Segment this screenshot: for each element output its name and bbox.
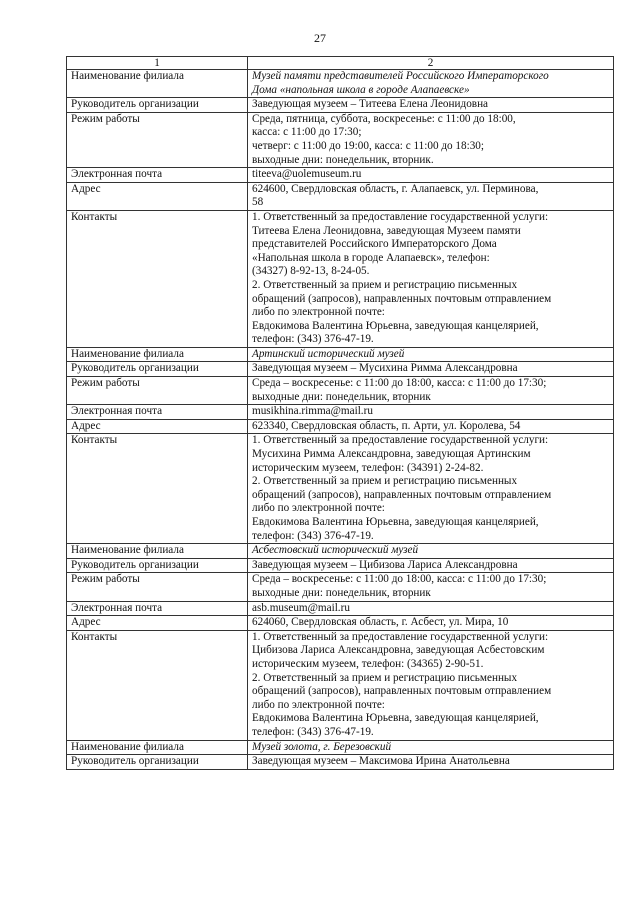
row-label: Электронная почта <box>67 168 248 183</box>
value-line: обращений (запросов), направленных почтовым отправлением <box>252 685 552 698</box>
table-row <box>67 434 614 544</box>
table-row <box>67 558 614 573</box>
table-row <box>67 601 614 616</box>
row-label: Руководитель организации <box>67 98 248 113</box>
table-row <box>67 405 614 420</box>
column-header-1: 1 <box>67 57 248 70</box>
value-line: Среда – воскресенье: с 11:00 до 18:00, касса: с 11:00 до 17:30; <box>252 377 547 390</box>
row-value <box>248 616 614 631</box>
row-label: Наименование филиала <box>67 70 248 98</box>
value-line: 2. Ответственный за прием и регистрацию письменных <box>252 475 518 488</box>
value-line: 1. Ответственный за предоставление государственной услуги: <box>252 210 549 223</box>
row-label: Руководитель организации <box>67 755 248 770</box>
value-line: четверг: с 11:00 до 19:00, касса: с 11:00 до 18:30; <box>252 139 485 152</box>
table-row <box>67 347 614 362</box>
row-value <box>248 419 614 434</box>
value-line: телефон: (343) 376-47-19. <box>252 725 374 738</box>
row-value <box>248 573 614 601</box>
value-line: Среда – воскресенье: с 11:00 до 18:00, касса: с 11:00 до 17:30; <box>252 573 547 586</box>
row-label: Электронная почта <box>67 405 248 420</box>
table-row <box>67 630 614 740</box>
table-header-row <box>67 57 614 70</box>
value-line: выходные дни: понедельник, вторник. <box>252 153 434 166</box>
row-value <box>248 377 614 405</box>
value-line: обращений (запросов), направленных почтовым отправлением <box>252 292 552 305</box>
row-label: Адрес <box>67 616 248 631</box>
row-label: Руководитель организации <box>67 362 248 377</box>
table-row <box>67 362 614 377</box>
value-line: Асбестовский исторический музей <box>252 544 419 557</box>
row-value <box>248 544 614 559</box>
value-line: телефон: (343) 376-47-19. <box>252 529 374 542</box>
value-line: либо по электронной почте: <box>252 502 385 515</box>
row-label: Режим работы <box>67 112 248 167</box>
value-line: Евдокимова Валентина Юрьевна, заведующая канцелярией, <box>252 712 539 725</box>
table-row <box>67 210 614 347</box>
row-value <box>248 405 614 420</box>
value-line: Мусихина Римма Александровна, заведующая Артинским <box>252 448 531 461</box>
table-row <box>67 740 614 755</box>
row-label: Электронная почта <box>67 601 248 616</box>
value-line: Евдокимова Валентина Юрьевна, заведующая канцелярией, <box>252 319 539 332</box>
value-line: Заведующая музеем – Максимова Ирина Анатольевна <box>252 755 510 768</box>
row-value <box>248 755 614 770</box>
table-row <box>67 616 614 631</box>
value-line: историческим музеем, телефон: (34391) 2-24-82. <box>252 461 484 474</box>
value-line: Артинский исторический музей <box>252 347 405 360</box>
value-line: либо по электронной почте: <box>252 306 385 319</box>
row-label: Контакты <box>67 210 248 347</box>
row-label: Наименование филиала <box>67 544 248 559</box>
value-line: asb.museum@mail.ru <box>252 601 350 614</box>
value-line: 58 <box>252 196 264 209</box>
table-row <box>67 377 614 405</box>
table-row <box>67 419 614 434</box>
table-row <box>67 112 614 167</box>
value-line: Титеева Елена Леонидовна, заведующая Музеем памяти <box>252 224 521 237</box>
value-line: 1. Ответственный за предоставление государственной услуги: <box>252 434 549 447</box>
row-value <box>248 168 614 183</box>
value-line: обращений (запросов), направленных почтовым отправлением <box>252 488 552 501</box>
value-line: musikhina.rimma@mail.ru <box>252 405 373 418</box>
row-value <box>248 112 614 167</box>
table-row <box>67 182 614 210</box>
column-header-2: 2 <box>248 57 614 70</box>
table-row <box>67 70 614 98</box>
row-value <box>248 558 614 573</box>
value-line: телефон: (343) 376-47-19. <box>252 333 374 346</box>
value-line: Евдокимова Валентина Юрьевна, заведующая канцелярией, <box>252 516 539 528</box>
row-value <box>248 347 614 362</box>
row-value <box>248 630 614 740</box>
row-value <box>248 434 614 544</box>
value-line: выходные дни: понедельник, вторник <box>252 390 431 403</box>
value-line: «Напольная школа в городе Алапаевск», телефон: <box>252 251 490 264</box>
value-line: Музей золота, г. Березовский <box>252 740 392 753</box>
row-value <box>248 70 614 98</box>
row-value <box>248 601 614 616</box>
row-label: Контакты <box>67 434 248 544</box>
row-value <box>248 98 614 113</box>
value-line: 624600, Свердловская область, г. Алапаевск, ул. Перминова, <box>252 182 539 195</box>
row-value <box>248 182 614 210</box>
value-line: представителей Российского Императорского Дома <box>252 238 497 251</box>
value-line: выходные дни: понедельник, вторник <box>252 586 431 599</box>
value-line: titeeva@uolemuseum.ru <box>252 168 362 181</box>
value-line: касса: с 11:00 до 17:30; <box>252 126 362 139</box>
row-value <box>248 740 614 755</box>
table-row <box>67 168 614 183</box>
value-line: 1. Ответственный за предоставление государственной услуги: <box>252 630 549 643</box>
row-label: Адрес <box>67 419 248 434</box>
value-line: Заведующая музеем – Мусихина Римма Александровна <box>252 362 518 375</box>
value-line: Музей памяти представителей Российского Императорского <box>252 70 549 82</box>
value-line: либо по электронной почте: <box>252 698 385 711</box>
row-label: Режим работы <box>67 377 248 405</box>
value-line: Среда, пятница, суббота, воскресенье: с 11:00 до 18:00, <box>252 112 516 125</box>
row-label: Руководитель организации <box>67 558 248 573</box>
value-line: Цибизова Лариса Александровна, заведующая Асбестовским <box>252 644 545 657</box>
row-value <box>248 362 614 377</box>
row-label: Адрес <box>67 182 248 210</box>
value-line: 623340, Свердловская область, п. Арти, ул. Королева, 54 <box>252 419 521 432</box>
value-line: Заведующая музеем – Титеева Елена Леонидовна <box>252 98 489 111</box>
table-row <box>67 573 614 601</box>
row-label: Наименование филиала <box>67 740 248 755</box>
branch-info-table <box>66 56 614 770</box>
row-value <box>248 210 614 347</box>
value-line: 2. Ответственный за прием и регистрацию письменных <box>252 278 518 291</box>
table-row <box>67 755 614 770</box>
value-line: историческим музеем, телефон: (34365) 2-90-51. <box>252 657 484 670</box>
page-number: 27 <box>314 31 326 45</box>
row-label: Наименование филиала <box>67 347 248 362</box>
value-line: (34327) 8-92-13, 8-24-05. <box>252 265 370 278</box>
value-line: Заведующая музеем – Цибизова Лариса Александровна <box>252 558 518 571</box>
value-line: 624060, Свердловская область, г. Асбест, ул. Мира, 10 <box>252 616 509 629</box>
value-line: Дома «напольная школа в городе Алапаевске» <box>252 83 470 96</box>
row-label: Контакты <box>67 630 248 740</box>
table-row <box>67 544 614 559</box>
value-line: 2. Ответственный за прием и регистрацию письменных <box>252 671 518 684</box>
table-row <box>67 98 614 113</box>
row-label: Режим работы <box>67 573 248 601</box>
